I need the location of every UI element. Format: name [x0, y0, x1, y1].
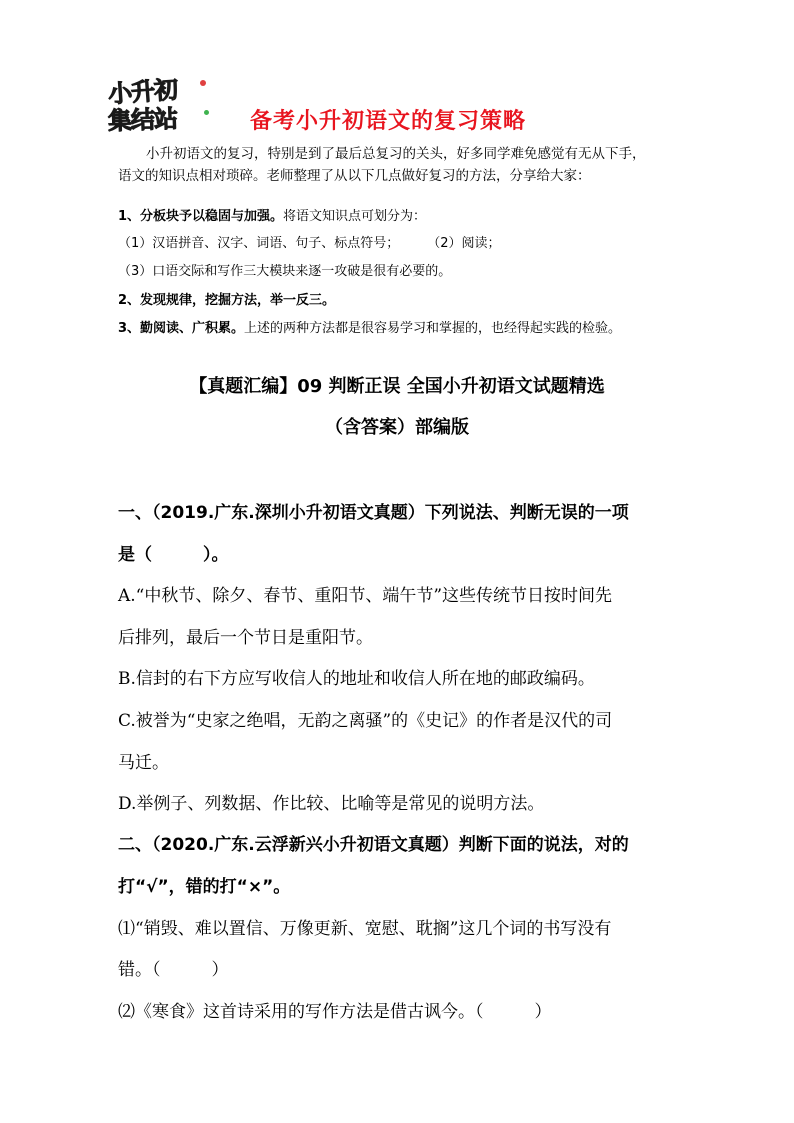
logo-dot-red	[200, 80, 206, 86]
tip-1-text: 将语文知识点可划分为：	[283, 209, 427, 224]
tip-item-3	[118, 317, 621, 336]
logo-text-bottom: 集结站	[107, 104, 178, 136]
q2-heading-line-2: 打“√”，错的打“×”。	[118, 877, 291, 897]
tip-3-heading: 3、勤阅读、广积累。	[118, 321, 245, 336]
logo	[108, 70, 212, 134]
page-title: 备考小升初语文的复习策略	[250, 109, 527, 134]
logo-dot-green	[204, 110, 209, 115]
q2-item-2: ⑵《寒食》这首诗采用的写作方法是借古讽今。（ ）	[118, 1002, 552, 1022]
intro-line-2: 语文的知识点相对琐碎。老师整理了从以下几点做好复习的方法，分享给大家：	[118, 168, 591, 184]
q2-item-1-line-1: ⑴“销毁、难以置信、万像更新、宽慰、耽搁”这几个词的书写没有	[118, 919, 612, 939]
q1-option-a-line-2: 后排列，最后一个节日是重阳节。	[118, 628, 373, 648]
q1-option-a-line-1: A.“中秋节、除夕、春节、重阳节、端午节”这些传统节日按时间先	[118, 586, 613, 606]
doc-title-line-2: （含答案）部编版	[325, 417, 469, 438]
tip-sub-1a: （1）汉语拼音、汉字、词语、句子、标点符号；	[118, 236, 400, 251]
q1-option-c-line-2: 马迁。	[118, 753, 169, 773]
q2-heading-line-1: 二、（2020.广东.云浮新兴小升初语文真题）判断下面的说法，对的	[118, 835, 629, 855]
logo-text-top: 小升初	[107, 75, 179, 109]
tip-sub-1	[118, 232, 501, 251]
q1-heading-line-1: 一、（2019.广东.深圳小升初语文真题）下列说法、判断无误的一项	[118, 503, 629, 523]
intro-paragraph	[118, 143, 698, 187]
q1-option-b: B.信封的右下方应写收信人的地址和收信人所在地的邮政编码。	[118, 669, 595, 689]
tip-sub-2: （3）口语交际和写作三大模块来逐一攻破是很有必要的。	[118, 264, 452, 279]
q1-option-c-line-1: C.被誉为“史家之绝唱，无韵之离骚”的《史记》的作者是汉代的司	[118, 711, 613, 731]
intro-line-1: 小升初语文的复习，特别是到了最后总复习的关头，好多同学难免感觉有无从下手，	[146, 146, 646, 162]
tip-sub-1b: （2）阅读；	[427, 236, 501, 251]
tip-item-2: 2、发现规律，挖掘方法，举一反三。	[118, 293, 336, 308]
q2-item-1-line-2: 错。（ ）	[118, 960, 229, 980]
tip-3-text: 上述的两种方法都是很容易学习和掌握的，也经得起实践的检验。	[244, 321, 622, 336]
tip-item-1	[118, 205, 426, 224]
q1-option-d: D.举例子、列数据、作比较、比喻等是常见的说明方法。	[118, 794, 545, 814]
doc-title-line-1: 【真题汇编】09 判断正误 全国小升初语文试题精选	[189, 376, 605, 397]
q1-heading-line-2: 是（ ）。	[118, 545, 229, 565]
tip-1-heading: 1、分板块予以稳固与加强。	[118, 209, 284, 224]
